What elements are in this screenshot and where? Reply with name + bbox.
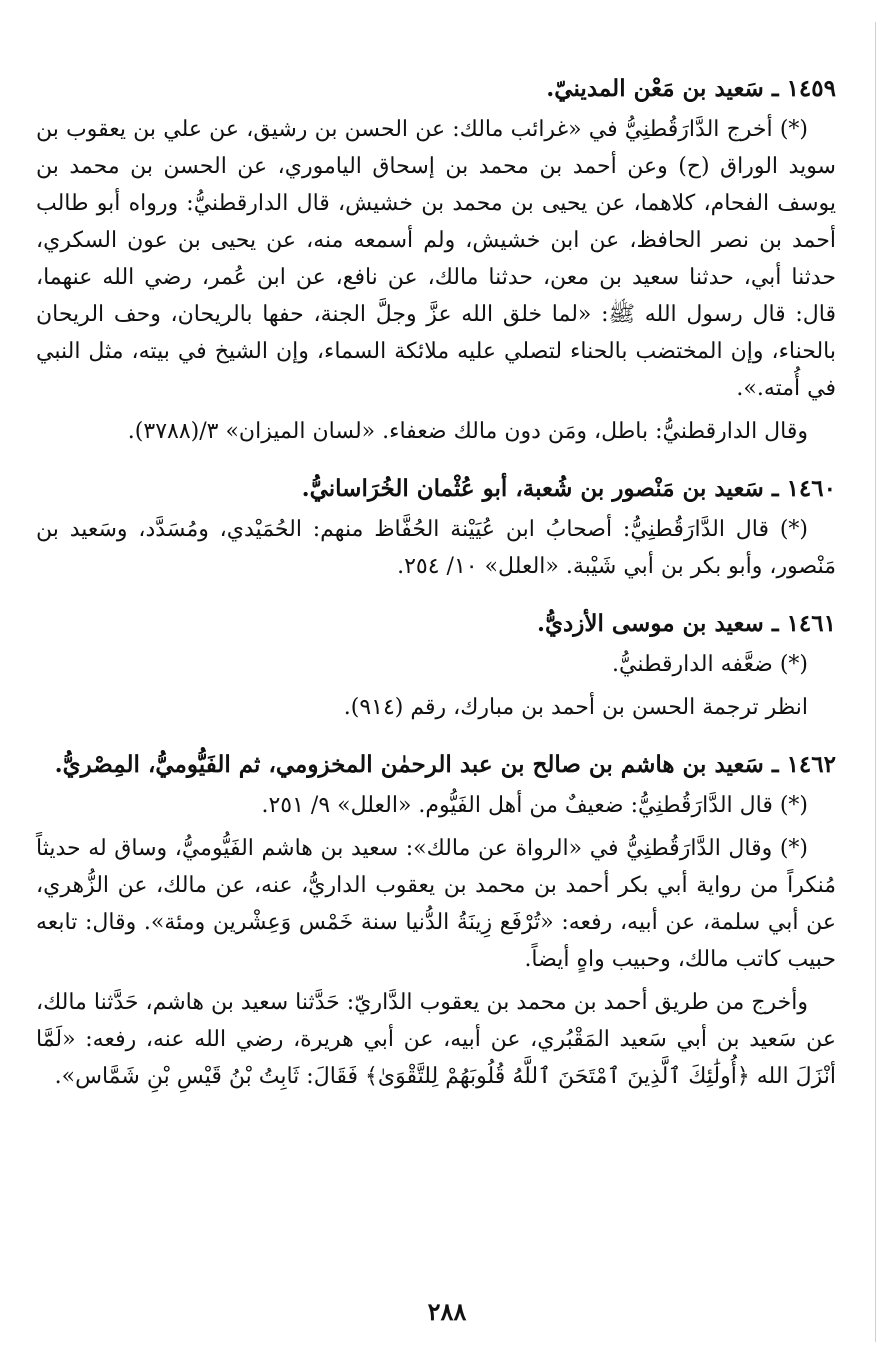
paragraph: (*) قال الدَّارَقُطنِيُّ: ضعيفٌ من أهل الفَيُّوم. «العلل» ٩/ ٢٥١.	[261, 793, 808, 818]
entry-heading: ١٤٦١ ـ سعيد بن موسى الأزديُّ.	[537, 610, 836, 637]
entry-heading: ١٤٦٠ ـ سَعيد بن مَنْصور بن شُعبة، أبو عُثْمان الخُرَاسانيُّ.	[301, 475, 836, 502]
entry-1461	[36, 605, 836, 726]
paragraph: (*) وقال الدَّارَقُطنِيُّ في «الرواة عن مالك»: سعيد بن هاشم الفَيُّوميُّ، وساق له حديثاً مُنكراً من رواية أبي بكر أحمد بن محمد بن يعقوب الداريُّ، عنه، عن مالك، عن الزُّهري، عن أبي سلمة، عن أبيه، رفعه: «تُرْفَع زِينَةُ الدُّنيا سنة خَمْس وَعِشْرين ومئة». وقال: تابعه حبيب كاتب مالك، وحبيب واهٍ أيضاً.	[36, 836, 836, 972]
entry-heading: ١٤٦٢ ـ سَعيد بن هاشم بن صالح بن عبد الرحمٰن المخزومي، ثم الفَيُّوميُّ، المِصْريُّ.	[54, 751, 836, 778]
paragraph: انظر ترجمة الحسن بن أحمد بن مبارك، رقم (٩١٤).	[343, 695, 808, 720]
paragraph: وأخرج من طريق أحمد بن محمد بن يعقوب الدَّاريّ: حَدَّثنا سعيد بن هاشم، حَدَّثنا مالك، عن سَعيد بن أبي سَعيد المَقْبُري، عن أبيه، عن أبي هريرة، رضي الله عنه، رفعه: «لَمَّا أنْزَلَ الله ﴿أُولَٰئِكَ ٱلَّذِينَ ٱمْتَحَنَ ٱللَّهُ قُلُوبَهُمْ لِلتَّقْوَىٰ﴾ فَقَالَ: ثَابِتُ بْنُ قَيْسِ بْنِ شَمَّاس».	[36, 990, 836, 1089]
entry-1459	[36, 70, 836, 450]
entry-heading: ١٤٥٩ ـ سَعيد بن مَعْن المدينيّ.	[546, 75, 836, 102]
page-number: ٢٨٨	[427, 1297, 467, 1326]
entry-1460	[36, 470, 836, 585]
main-text	[36, 70, 836, 1101]
paragraph: (*) أخرج الدَّارَقُطنِيُّ في «غرائب مالك: عن الحسن بن رشيق، عن علي بن يعقوب بن سويد الوراق (ح) وعن أحمد بن محمد بن إسحاق الياموري، عن الحسن بن محمد بن يوسف الفحام، كلاهما، عن يحيى بن محمد بن خشيش، قال الدارقطنيُّ: ورواه أبو طالب أحمد بن نصر الحافظ، عن ابن خشيش، ولم أسمعه منه، عن يحيى بن عون السكري، حدثنا أبي، حدثنا سعيد بن معن، حدثنا مالك، عن نافع، عن ابن عُمر، رضي الله عنهما، قال: قال رسول الله ﷺ: «لما خلق الله عزَّ وجلَّ الجنة، حفها بالريحان، وحف الريحان بالحناء، وإن المختضب بالحناء لتصلي عليه ملائكة السماء، وإن الشيخ في بيته، مثل النبي في أُمته.».	[36, 117, 836, 401]
paragraph: (*) قال الدَّارَقُطنِيُّ: أصحابُ ابن عُيَيْنة الحُفَّاظ منهم: الحُمَيْدي، ومُسَدَّد، وسَعيد بن مَنْصور، وأبو بكر بن أبي شَيْبة. «العلل» ١٠/ ٢٥٤.	[36, 517, 836, 579]
paragraph: وقال الدارقطنيُّ: باطل، ومَن دون مالك ضعفاء. «لسان الميزان» ٣/(٣٧٨٨).	[127, 419, 808, 444]
paragraph: (*) ضعَّفه الدارقطنيُّ.	[611, 652, 808, 677]
scan-edge-mark	[872, 22, 880, 1342]
entry-1462	[36, 746, 836, 1095]
